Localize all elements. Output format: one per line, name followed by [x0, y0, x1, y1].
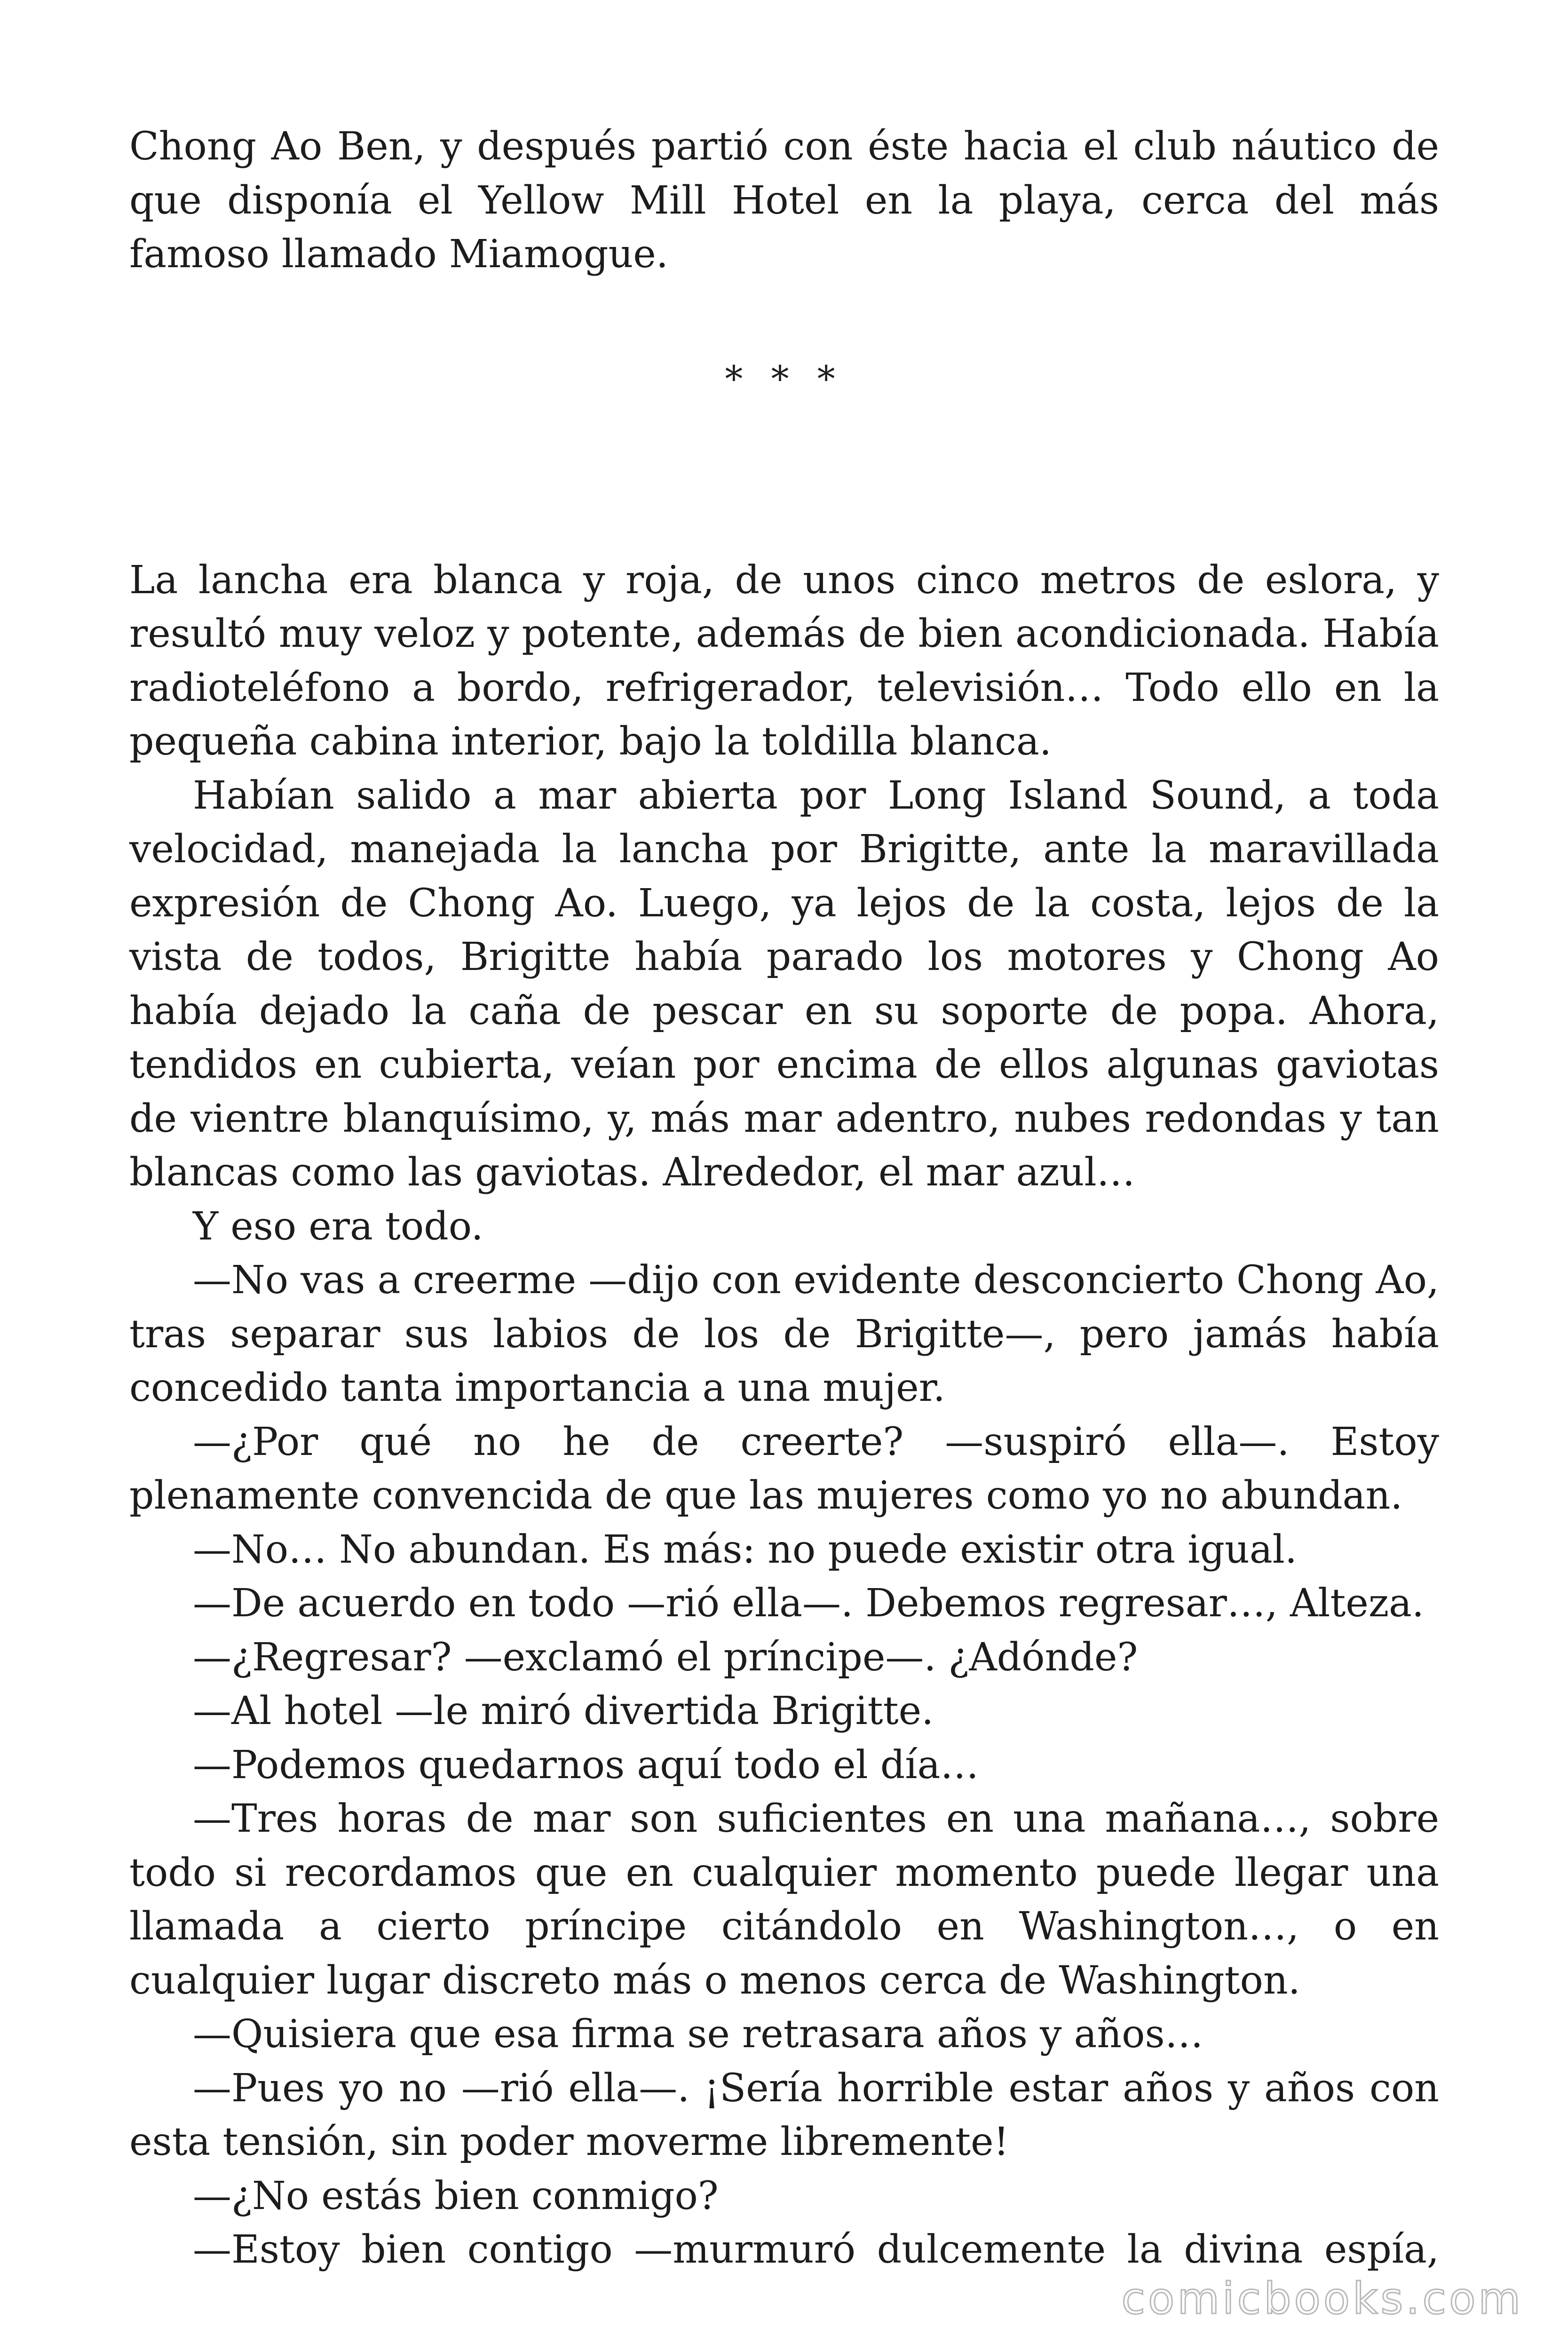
- dialogue-line: —Pues yo no —rió ella—. ¡Sería horrible estar años y años con esta tensión, sin poder moverme libremente!: [129, 2066, 1439, 2164]
- paragraph-opening: Chong Ao Ben, y después partió con éste hacia el club náutico de que disponía el Yellow Mill Hotel en la playa, cerca del más famoso llamado Miamogue.: [129, 124, 1439, 277]
- paragraph: Habían salido a mar abierta por Long Island Sound, a toda velocidad, manejada la lancha por Brigitte, ante la maravillada expresión de Chong Ao. Luego, ya lejos de la costa, lejos de la vista de todos, Brigitte había parado los motores y Chong Ao había dejado la caña de pescar en su soporte de popa. Ahora, tendidos en cubierta, veían por encima de ellos algunas gaviotas de vientre blanquísimo, y, más mar adentro, nubes redondas y tan blancas como las gaviotas. Alrededor, el mar azul…: [129, 773, 1439, 1195]
- dialogue-line: —No vas a creerme —dijo con evidente desconcierto Chong Ao, tras separar sus labios de los de Brigitte—, pero jamás había concedido tanta importancia a una mujer.: [129, 1258, 1439, 1410]
- dialogue-line: —No… No abundan. Es más: no puede existir otra igual.: [193, 1527, 1297, 1572]
- page-body: [129, 120, 1439, 2277]
- paragraph: La lancha era blanca y roja, de unos cinco metros de eslora, y resultó muy veloz y potente, además de bien acondicionada. Había radioteléfono a bordo, refrigerador, televisión… Todo ello en la pequeña cabina interior, bajo la toldilla blanca.: [129, 557, 1439, 764]
- paragraph: Y eso era todo.: [193, 1204, 483, 1249]
- dialogue-line: —Quisiera que esa firma se retrasara años y años…: [193, 2012, 1204, 2057]
- separator-asterisks: * * *: [725, 358, 844, 400]
- dialogue-line: —Podemos quedarnos aquí todo el día…: [193, 1742, 979, 1788]
- watermark: comicbooks.com: [1121, 2273, 1523, 2324]
- dialogue-line: —¿Regresar? —exclamó el príncipe—. ¿Adónde?: [193, 1635, 1138, 1680]
- dialogue-line: —¿Por qué no he de creerte? —suspiró ella—. Estoy plenamente convencida de que las mujeres como yo no abundan.: [129, 1419, 1439, 1518]
- dialogue-line: —De acuerdo en todo —rió ella—. Debemos regresar…, Alteza.: [193, 1581, 1424, 1626]
- dialogue-line: —Al hotel —le miró divertida Brigitte.: [193, 1689, 934, 1733]
- dialogue-line: —Tres horas de mar son suficientes en una mañana…, sobre todo si recordamos que en cualquier momento puede llegar una llamada a cierto príncipe citándolo en Washington…, o en cualquier lugar discreto más o menos cerca de Washington.: [129, 1796, 1439, 2003]
- scene-separator: [129, 282, 1439, 554]
- dialogue-line: —Estoy bien contigo —murmuró dulcemente la divina espía,: [193, 2227, 1439, 2272]
- dialogue-line: —¿No estás bien conmigo?: [193, 2173, 719, 2218]
